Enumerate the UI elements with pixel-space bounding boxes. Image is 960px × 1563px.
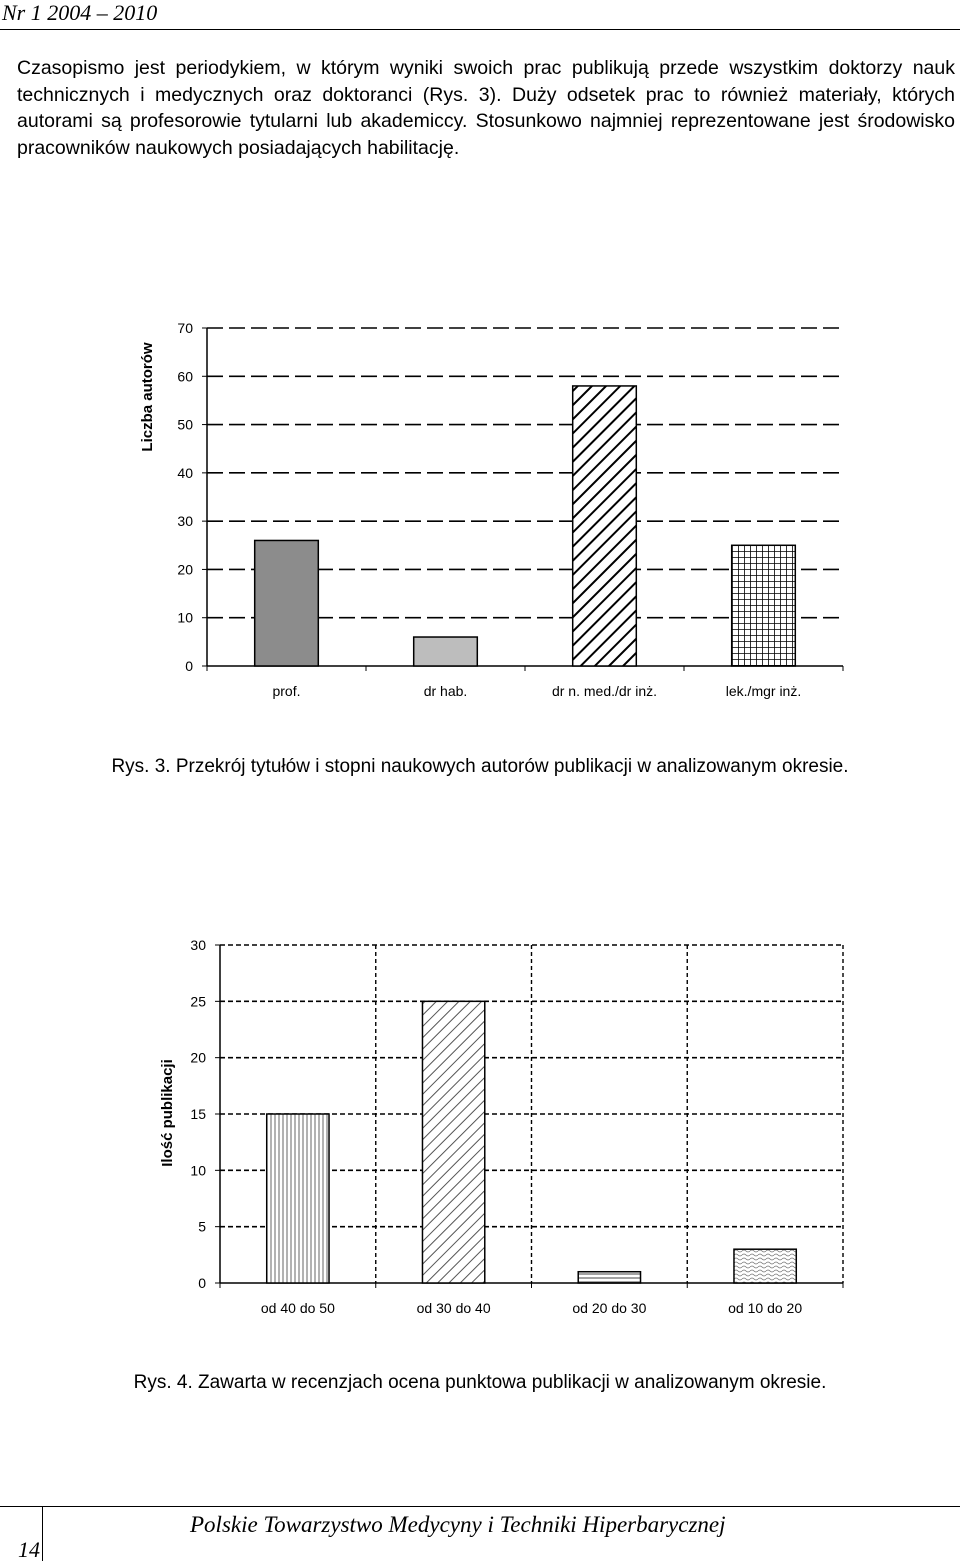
x-category-label: dr n. med./dr inż. xyxy=(551,683,658,699)
journal-issue-title: Nr 1 2004 – 2010 xyxy=(2,0,158,25)
x-category-label: od 40 do 50 xyxy=(260,1300,335,1316)
footer-rule xyxy=(0,1506,960,1507)
chart-authors-degrees xyxy=(120,305,860,715)
footer-divider xyxy=(42,1506,43,1561)
x-category-label: od 20 do 30 xyxy=(572,1300,647,1316)
page-number: 14 xyxy=(18,1537,40,1562)
y-tick-label: 70 xyxy=(177,320,193,336)
y-tick-label: 0 xyxy=(185,658,193,674)
header-rule xyxy=(0,29,960,30)
footer-society-name: Polskie Towarzystwo Medycyny i Techniki Hiperbarycznej xyxy=(190,1512,726,1537)
y-axis-label: Liczba autorów xyxy=(139,342,156,452)
bar-od-30-do-40 xyxy=(422,1001,484,1283)
y-tick-label: 60 xyxy=(177,368,193,385)
bar-dr-hab- xyxy=(414,637,478,666)
x-category-label: od 30 do 40 xyxy=(416,1300,491,1316)
y-tick-label: 10 xyxy=(190,1162,206,1179)
x-category-label: prof. xyxy=(272,683,301,699)
y-axis-label: Ilość publikacji xyxy=(159,1059,176,1167)
bar-prof- xyxy=(255,540,319,666)
y-tick-label: 30 xyxy=(190,937,206,953)
y-tick-label: 25 xyxy=(190,993,206,1010)
figure-caption-rys3: Rys. 3. Przekrój tytułów i stopni naukowych autorów publikacji w analizowanym okresie. xyxy=(111,756,849,777)
y-tick-label: 0 xyxy=(198,1275,206,1291)
y-tick-label: 20 xyxy=(190,1049,206,1066)
y-tick-label: 5 xyxy=(198,1218,206,1235)
bar-dr-n-med-dr-in- xyxy=(573,386,637,666)
bar-od-20-do-30 xyxy=(578,1272,640,1283)
y-tick-label: 30 xyxy=(177,513,193,530)
running-header xyxy=(0,0,960,30)
figure-caption-rys4: Rys. 4. Zawarta w recenzjach ocena punktowa publikacji w analizowanym okresie. xyxy=(133,1372,827,1393)
chart-publication-scores xyxy=(150,925,860,1325)
bar-lek-mgr-in- xyxy=(732,545,796,666)
y-tick-label: 15 xyxy=(190,1106,206,1122)
y-tick-label: 50 xyxy=(177,416,193,433)
bar-od-10-do-20 xyxy=(734,1249,796,1283)
y-tick-label: 10 xyxy=(177,609,193,626)
x-category-label: lek./mgr inż. xyxy=(725,683,802,699)
intro-paragraph: Czasopismo jest periodykiem, w którym wyniki swoich prac publikują przede wszystkim doktorzy nauk technicznych i medycznych oraz doktoranci (Rys. 3). Duży odsetek prac to również materiały, których autorami są profesorowie tytularni lub akademiccy. Stosunkowo najmniej reprezentowane jest środowisko pracowników naukowych posiadających habilitację. xyxy=(17,57,955,159)
y-tick-label: 40 xyxy=(177,464,193,481)
bar-od-40-do-50 xyxy=(267,1114,329,1283)
x-category-label: dr hab. xyxy=(423,683,468,699)
x-category-label: od 10 do 20 xyxy=(728,1300,803,1316)
y-tick-label: 20 xyxy=(177,561,193,578)
